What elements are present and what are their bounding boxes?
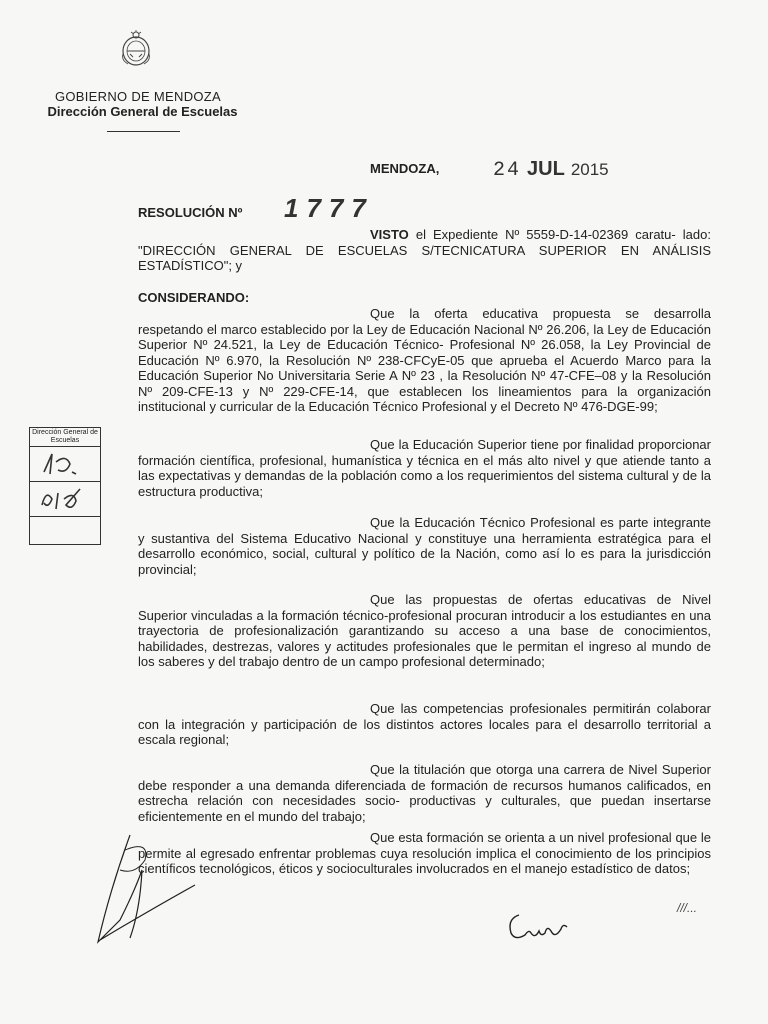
paragraph-text: Que las propuestas de ofertas educativas de Nivel Superior vinculadas a la formación técnico-profesional procuran introducir a los estudiantes en una trayectoria de profesionalización garantizando su acceso a una base de conocimientos, habilidades, destrezas, valores y actitudes profesionales que le permitan el ingreso al mundo de los saberes y del trabajo dentro de un campo profesional determinado; bbox=[138, 592, 711, 669]
paragraph-text: Que la Educación Superior tiene por finalidad proporcionar formación científica, profesional, humanística y técnica en el más alto nivel y que atiende tanto a las expectativas y demandas de la población como a los requerimientos del sistema cultural y de la estructura productiva; bbox=[138, 437, 711, 499]
folio-stamp bbox=[29, 427, 101, 545]
considerando-heading: CONSIDERANDO: bbox=[138, 290, 250, 305]
date-month: JUL bbox=[527, 158, 565, 180]
handwritten-folio-icon bbox=[36, 450, 92, 478]
paragraph-text: Que esta formación se orienta a un nivel profesional que le permite al egresado enfrentar problemas cuya resolución implica el conocimiento de los principios científicos tecnológicos, éticos y socioculturales involucrados en el manejo estadístico de datos; bbox=[138, 830, 711, 876]
left-signature-icon bbox=[90, 830, 200, 950]
stamp-cell-folio bbox=[30, 447, 100, 482]
provincial-seal-icon bbox=[118, 30, 154, 68]
stamp-cell-initials bbox=[30, 482, 100, 517]
date-stamp bbox=[493, 158, 609, 182]
stamp-cell-empty bbox=[30, 517, 100, 551]
paragraph-2 bbox=[138, 437, 711, 499]
date-year: 2015 bbox=[570, 160, 609, 179]
continued-mark: ///... bbox=[677, 901, 698, 915]
resolution-label: RESOLUCIÓN Nº bbox=[138, 205, 243, 220]
paragraph-1 bbox=[138, 306, 711, 415]
visto-paragraph bbox=[138, 227, 711, 274]
visto-keyword: VISTO bbox=[370, 227, 409, 242]
resolution-number: 1777 bbox=[284, 193, 374, 223]
paragraph-text: Que la Educación Técnico Profesional es parte integrante y sustantiva del Sistema Educativo Nacional y constituye una herramienta estratégica para el desarrollo económico, social, cultural y político de la Nación, como así lo es para la jurisdicción provincial; bbox=[138, 515, 711, 577]
paragraph-7 bbox=[138, 830, 711, 877]
date-day: 24 bbox=[493, 159, 522, 182]
paragraph-text: Que las competencias profesionales permitirán colaborar con la integración y participación de los distintos actores locales para el desarrollo territorial a escala regional; bbox=[138, 701, 711, 747]
date-city: MENDOZA, bbox=[370, 161, 440, 176]
visto-text-rest: lado: "DIRECCIÓN GENERAL DE ESCUELAS S/TECNICATURA SUPERIOR EN ANÁLISIS ESTADÍSTICO"; y bbox=[138, 227, 711, 273]
header-divider bbox=[107, 131, 180, 132]
stamp-title: Dirección General de Escuelas bbox=[30, 428, 100, 447]
paragraph-3 bbox=[138, 515, 711, 577]
paragraph-text: Que la oferta educativa propuesta se desarrolla respetando el marco establecido por la Ley de Educación Nacional Nº 26.206, la Ley de Educación Superior Nº 24.521, la Ley de Educación Técnico- Profesional Nº 26.058, la Ley Provincial de Educación Nº 6.970, la Resolución Nº 238-CFCyE-05 que aprueba el Acuerdo Marco para la Educación Superior No Universitaria Serie A Nº 23 , la Resolución Nº 47-CFE–08 y la Resolución Nº 209-CFE-13 y Nº 229-CFE-14, que establecen los lineamientos para la organización institucional y curricular de la Educación Técnico Profesional y el Decreto Nº 476-DGE-99; bbox=[138, 306, 711, 414]
visto-text-first: el Expediente Nº 5559-D-14-02369 caratu- bbox=[415, 227, 676, 242]
paragraph-5 bbox=[138, 701, 711, 748]
right-signature-icon bbox=[505, 905, 575, 945]
paragraph-4 bbox=[138, 592, 711, 670]
handwritten-initials-icon bbox=[36, 485, 92, 513]
paragraph-6 bbox=[138, 762, 711, 824]
government-name: GOBIERNO DE MENDOZA bbox=[54, 89, 222, 104]
paragraph-text: Que la titulación que otorga una carrera de Nivel Superior debe responder a una demanda diferenciada de formación de recursos humanos calificados, en estrecha relación con necesidades socio- productivas y culturales, que puedan insertarse eficientemente en el mundo del trabajo; bbox=[138, 762, 711, 824]
department-name: Dirección General de Escuelas bbox=[47, 104, 238, 119]
